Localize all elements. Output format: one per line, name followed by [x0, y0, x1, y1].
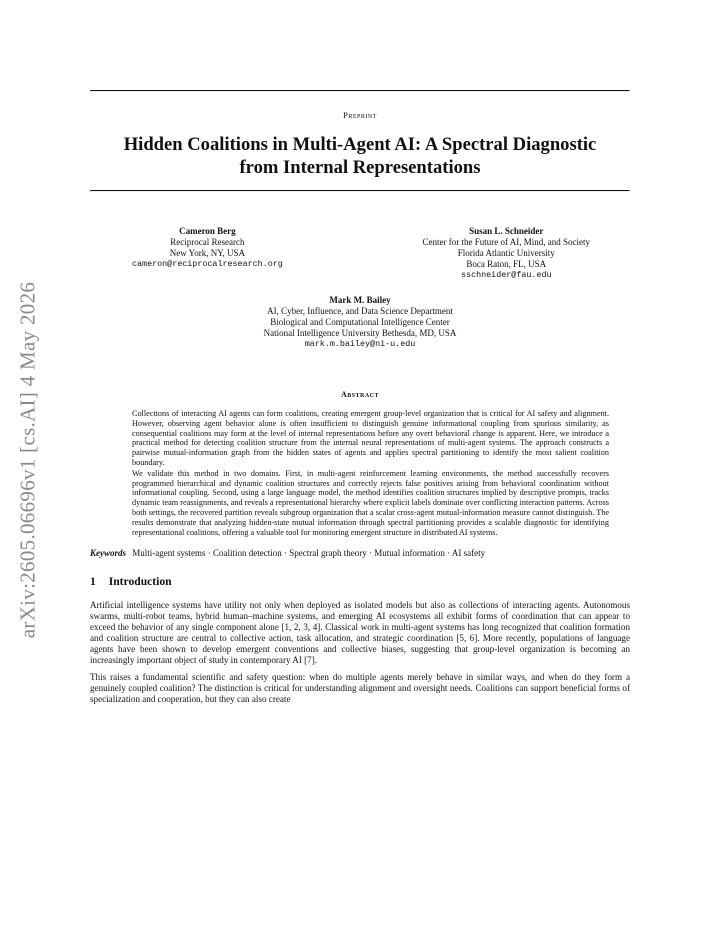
author-affiliation: AI, Cyber, Influence, and Data Science Department	[267, 306, 453, 316]
author-name: Susan L. Schneider	[469, 226, 544, 236]
body-paragraph: This raises a fundamental scientific and safety question: when do multiple agents merely behave in similar ways, and when do they form a genuinely coupled coalition? The distinction is critical for understanding alignment and oversight needs. Coalitions can support beneficial forms of specialization and cooperation, but they can also create	[90, 671, 630, 704]
author-name: Mark M. Bailey	[329, 295, 391, 305]
title-rule	[90, 190, 630, 192]
arxiv-identifier: arXiv:2605.06696v1 [cs.AI] 4 May 2026	[15, 281, 40, 639]
section-title: Introduction	[108, 575, 172, 589]
author-block	[423, 226, 590, 281]
paper-title	[90, 133, 630, 179]
title-line-2: from Internal Representations	[239, 157, 481, 178]
author-name: Cameron Berg	[179, 226, 236, 236]
author-block	[132, 226, 283, 281]
keywords-line	[90, 548, 630, 559]
section-heading	[90, 575, 630, 588]
author-institution: Biological and Computational Intelligence Center	[270, 317, 450, 327]
keywords-text: Multi-agent systems · Coalition detection · Spectral graph theory · Mutual information · AI safety	[132, 548, 486, 559]
authors-row	[90, 226, 630, 281]
author-email[interactable]: mark.m.bailey@ni-u.edu	[304, 339, 416, 349]
abstract-body	[132, 409, 609, 537]
author-location: National Intelligence University Bethesda, MD, USA	[263, 328, 457, 338]
abstract-paragraph: We validate this method in two domains. First, in multi-agent reinforcement learning environments, the method successfully recovers programmed hierarchical and dynamic coalition structures and correctly rejects false positives arising from behavioral coordination without informational coupling. Second, using a large language model, the method identifies coalition structures implied by descriptive prompts, tracks dynamic team reassignments, and reveals a representational hierarchy where explicit labels dominate over conflicting interaction patterns. Across both settings, the recovered partition reveals subgroup organization that a scalar cross-agent mutual-information measure cannot distinguish. The results demonstrate that analyzing hidden-state mutual information through spectral partitioning provides a scalable diagnostic for identifying representational coalitions, offering a valuable tool for monitoring emergent structure in distributed AI systems.	[132, 468, 609, 537]
section-number: 1	[90, 575, 96, 589]
abstract-paragraph: Collections of interacting AI agents can form coalitions, creating emergent group-level organization that is critical for AI safety and alignment. However, observing agent behavior alone is often insufficient to distinguish genuine informational coupling from spurious similarity, as consequential coalitions may form at the level of internal representations before any overt behavioral change is apparent. Here, we introduce a practical method for detecting coalition structure from the internal neural representations of multi-agent systems. The approach constructs a pairwise mutual-information graph from the hidden states of agents and applies spectral partitioning to identify the most salient coalition boundary.	[132, 409, 609, 467]
keywords-label: Keywords	[90, 548, 126, 559]
section-body	[90, 600, 630, 704]
title-line-1: Hidden Coalitions in Multi-Agent AI: A Spectral Diagnostic	[123, 134, 597, 155]
preprint-label: Preprint	[343, 110, 377, 120]
author-email[interactable]: cameron@reciprocalresearch.org	[132, 259, 283, 269]
paper-page	[90, 90, 630, 705]
author-location: Boca Raton, FL, USA	[466, 259, 547, 269]
author-affiliation: Center for the Future of AI, Mind, and Society	[422, 237, 590, 247]
author-email[interactable]: sschneider@fau.edu	[461, 270, 552, 280]
top-rule	[90, 90, 630, 92]
arxiv-sidebar	[8, 250, 48, 670]
author-affiliation: Reciprocal Research	[170, 237, 245, 247]
author-block	[90, 295, 630, 350]
author-location: New York, NY, USA	[169, 248, 246, 258]
abstract-heading: Abstract	[340, 390, 380, 399]
body-paragraph: Artificial intelligence systems have utility not only when deployed as isolated models but also as collections of interacting agents. Autonomous swarms, multi-robot teams, hybrid human–machine systems, and emerging AI ecosystems all exhibit forms of coordination that can appear to exceed the behavior of any single component alone [1, 2, 3, 4]. Classical work in multi-agent systems has long recognized that coalition formation and coalition structure are central to collective action, task allocation, and strategic coordination [5, 6]. More recently, populations of language agents have been shown to develop emergent conventions and collective biases, suggesting that group-level organization is becoming an increasingly important object of study in contemporary AI [7].	[90, 600, 630, 665]
author-institution: Florida Atlantic University	[457, 248, 555, 258]
